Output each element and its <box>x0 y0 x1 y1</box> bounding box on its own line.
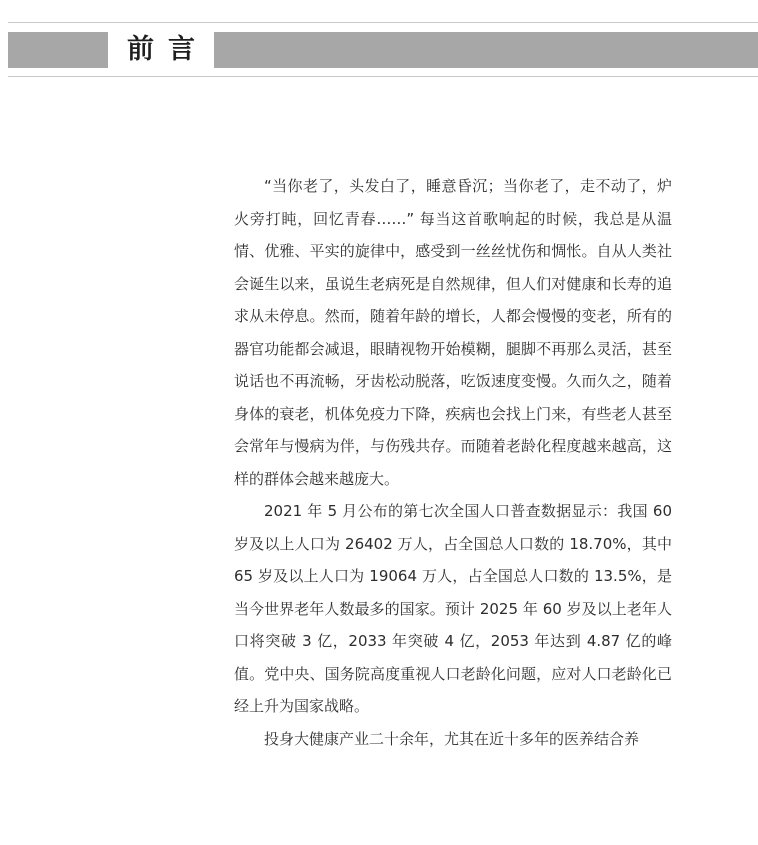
bottom-divider <box>8 76 758 77</box>
chapter-title: 前言 <box>127 34 209 65</box>
paragraph-1: “当你老了，头发白了，睡意昏沉；当你老了，走不动了，炉火旁打盹，回忆青春……” 每当这首歌响起的时候，我总是从温情、优雅、平实的旋律中，感受到一丝丝忧伤和惆怅。自从人类社会诞生以来，虽说生老病死是自然规律，但人们对健康和长寿的追求从未停息。然而，随着年龄的增长，人都会慢慢的变老，所有的器官功能都会减退，眼睛视物开始模糊，腿脚不再那么灵活，甚至说话也不再流畅，牙齿松动脱落，吃饭速度变慢。久而久之，随着身体的衰老，机体免疫力下降，疾病也会找上门来，有些老人甚至会常年与慢病为伴，与伤残共存。而随着老龄化程度越来越高，这样的群体会越来越庞大。 <box>234 177 672 488</box>
top-divider <box>8 22 758 23</box>
banner-bar-left <box>8 32 108 68</box>
chapter-banner <box>8 32 758 68</box>
banner-bar-right <box>214 32 758 68</box>
preface-body <box>234 170 672 755</box>
paragraph-2: 2021 年 5 月公布的第七次全国人口普查数据显示：我国 60 岁及以上人口为 26402 万人，占全国总人口数的 18.70%，其中 65 岁及以上人口为 19064 万人，占全国总人口数的 13.5%，是当今世界老年人数最多的国家。预计 2025 年 60 岁及以上老年人口将突破 3 亿，2033 年突破 4 亿，2053 年达到 4.87 亿的峰值。党中央、国务院高度重视人口老龄化问题，应对人口老龄化已经上升为国家战略。 <box>234 502 672 715</box>
paragraph-3: 投身大健康产业二十余年，尤其在近十多年的医养结合养 <box>264 729 640 748</box>
